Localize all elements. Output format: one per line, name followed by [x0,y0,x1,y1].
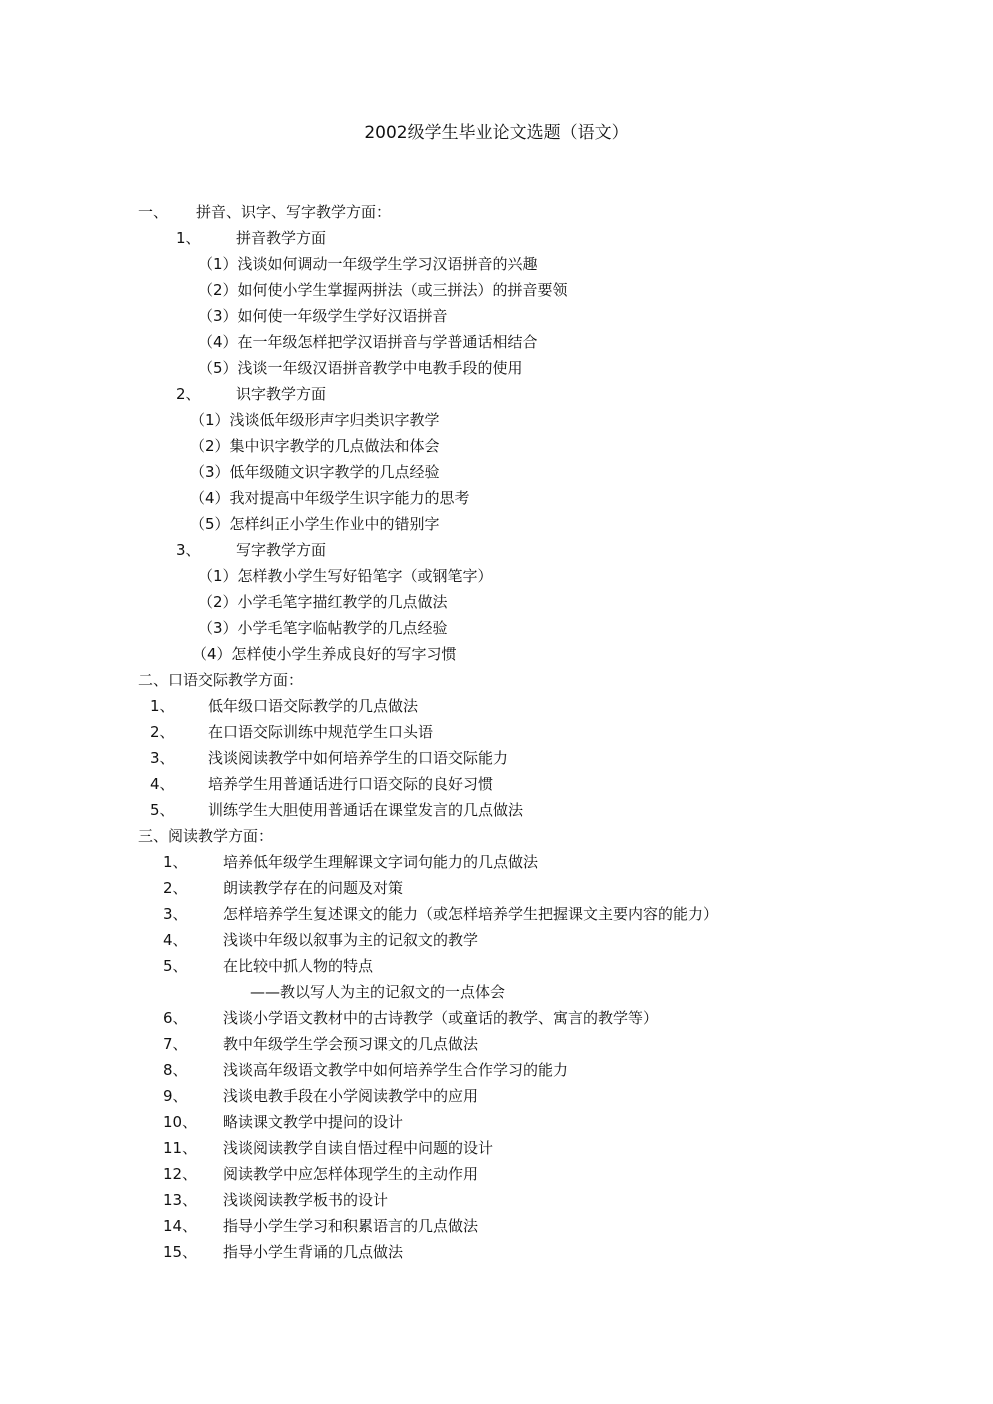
list-item [163,1005,659,1031]
list-item-text: 指导小学生背诵的几点做法 [223,1243,404,1261]
list-item-number: 15、 [163,1243,198,1261]
list-item: （4）在一年级怎样把学汉语拼音与学普通话相结合 [198,333,538,351]
list-item-text: 朗读教学存在的问题及对策 [223,879,404,897]
list-item [150,771,494,797]
list-item-text: 培养低年级学生理解课文字词句能力的几点做法 [223,853,539,871]
list-item: （5）浅谈一年级汉语拼音教学中电教手段的使用 [198,359,523,377]
subsection-1-heading [176,225,327,251]
list-item-text: 浅谈中年级以叙事为主的记叙文的教学 [223,931,479,949]
subsection-2-number: 2、 [176,385,201,403]
subsection-2-title: 识字教学方面 [236,385,327,403]
list-item-text: 浅谈高年级语文教学中如何培养学生合作学习的能力 [223,1061,569,1079]
list-item [163,901,719,927]
subsection-2-heading [176,381,327,407]
list-item-number: 11、 [163,1139,198,1157]
list-item-text: 在口语交际训练中规范学生口头语 [208,723,434,741]
list-item: （1）浅谈低年级形声字归类识字教学 [190,411,440,429]
list-item [163,1135,494,1161]
list-item: （5）怎样纠正小学生作业中的错别字 [190,515,440,533]
list-item-number: 4、 [150,775,175,793]
list-item-number: 13、 [163,1191,198,1209]
list-item [163,1083,479,1109]
list-item-number: 12、 [163,1165,198,1183]
list-item-text: 浅谈阅读教学板书的设计 [223,1191,389,1209]
list-item [163,927,479,953]
list-item-text: 略读课文教学中提问的设计 [223,1113,404,1131]
list-item-number: 14、 [163,1217,198,1235]
list-item-number: 2、 [150,723,175,741]
list-item: （3）低年级随文识字教学的几点经验 [190,463,440,481]
list-item-text: 浅谈小学语文教材中的古诗教学（或童话的教学、寓言的教学等） [223,1009,659,1027]
list-item-text: 训练学生大胆使用普通话在课堂发言的几点做法 [208,801,524,819]
list-item: （3）如何使一年级学生学好汉语拼音 [198,307,448,325]
list-item-number: 2、 [163,879,188,897]
list-item-text: 低年级口语交际教学的几点做法 [208,697,419,715]
list-item [163,1213,479,1239]
list-item [163,1187,389,1213]
subsection-1-number: 1、 [176,229,201,247]
list-item: （3）小学毛笔字临帖教学的几点经验 [198,619,448,637]
list-item [163,849,539,875]
list-item-number: 3、 [150,749,175,767]
list-item [163,1161,479,1187]
list-item [163,1057,569,1083]
list-item: （1）浅谈如何调动一年级学生学习汉语拼音的兴趣 [198,255,538,273]
list-item [163,953,374,979]
list-item: （2）集中识字教学的几点做法和体会 [190,437,440,455]
list-item [163,1239,404,1265]
subsection-3-number: 3、 [176,541,201,559]
list-item: （2）小学毛笔字描红教学的几点做法 [198,593,448,611]
list-item-text: 培养学生用普通话进行口语交际的良好习惯 [208,775,494,793]
section-2-heading: 二、口语交际教学方面： [138,671,304,689]
list-item-number: 5、 [163,957,188,975]
section-1-number: 一、 [138,203,169,221]
list-item-number: 6、 [163,1009,188,1027]
list-item [163,1109,404,1135]
list-item [150,797,524,823]
list-item-number: 8、 [163,1061,188,1079]
list-item: （1）怎样教小学生写好铅笔字（或钢笔字） [198,567,493,585]
list-item-number: 5、 [150,801,175,819]
list-item-number: 3、 [163,905,188,923]
section-3-heading: 三、阅读教学方面： [138,827,274,845]
list-item [163,875,404,901]
list-item: （4）怎样使小学生养成良好的写字习惯 [192,645,457,663]
list-item-text: 指导小学生学习和积累语言的几点做法 [223,1217,479,1235]
list-item [150,693,419,719]
section-1-heading [138,199,392,225]
list-item-number: 4、 [163,931,188,949]
list-item-subtitle: ——教以写人为主的记叙文的一点体会 [250,983,506,1001]
section-1-title: 拼音、识字、写字教学方面： [196,203,392,221]
list-item-text: 浅谈阅读教学自读自悟过程中问题的设计 [223,1139,494,1157]
subsection-1-title: 拼音教学方面 [236,229,327,247]
list-item-number: 7、 [163,1035,188,1053]
list-item-number: 9、 [163,1087,188,1105]
list-item-text: 怎样培养学生复述课文的能力（或怎样培养学生把握课文主要内容的能力） [223,905,719,923]
list-item-number: 10、 [163,1113,198,1131]
list-item-text: 浅谈阅读教学中如何培养学生的口语交际能力 [208,749,509,767]
list-item [163,1031,479,1057]
list-item-number: 1、 [163,853,188,871]
list-item [150,719,434,745]
subsection-3-heading [176,537,327,563]
list-item-number: 1、 [150,697,175,715]
list-item [150,745,509,771]
list-item: （2）如何使小学生掌握两拼法（或三拼法）的拼音要领 [198,281,568,299]
list-item-text: 阅读教学中应怎样体现学生的主动作用 [223,1165,479,1183]
document-title: 2002级学生毕业论文选题（语文） [364,123,629,143]
subsection-3-title: 写字教学方面 [236,541,327,559]
list-item-text: 浅谈电教手段在小学阅读教学中的应用 [223,1087,479,1105]
list-item-text: 教中年级学生学会预习课文的几点做法 [223,1035,479,1053]
list-item-text: 在比较中抓人物的特点 [223,957,374,975]
list-item: （4）我对提高中年级学生识字能力的思考 [190,489,470,507]
